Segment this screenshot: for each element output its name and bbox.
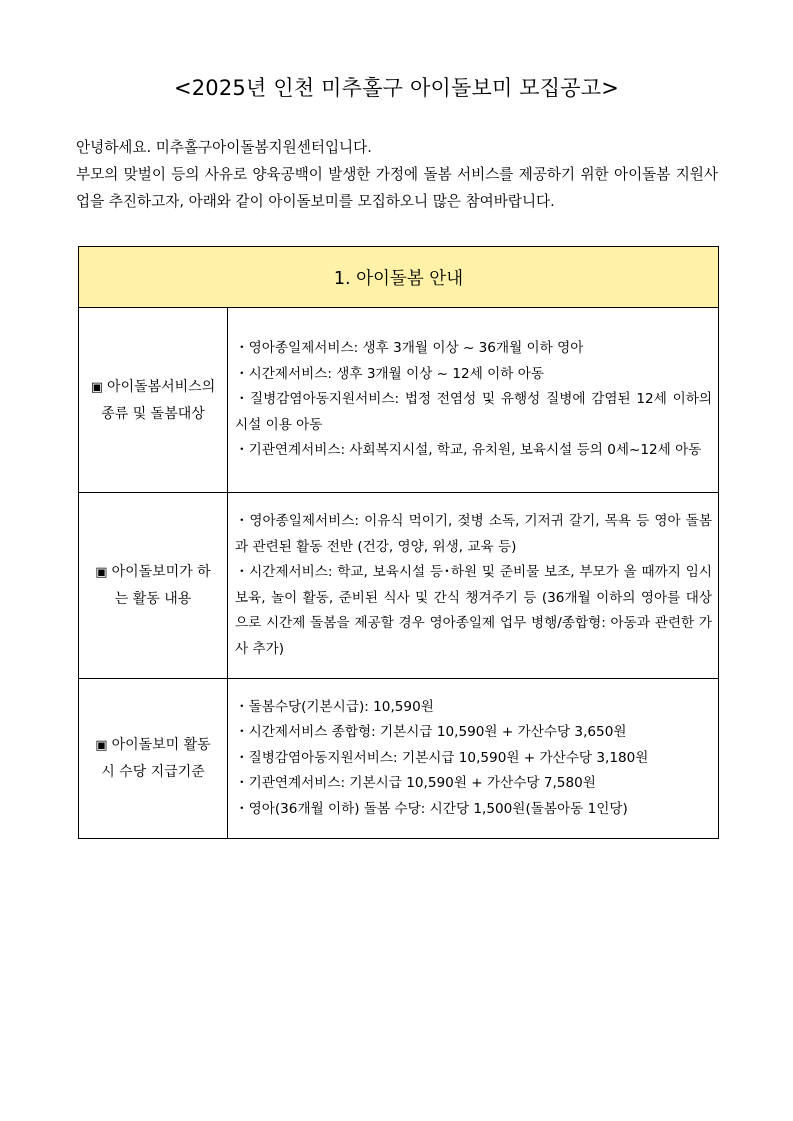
row-label bbox=[79, 679, 228, 839]
table-row bbox=[79, 679, 719, 839]
row-content bbox=[228, 493, 719, 679]
row-label bbox=[79, 493, 228, 679]
list-item: ・기관연계서비스: 기본시급 10,590원 + 가산수당 7,580원 bbox=[235, 775, 596, 792]
list-item: ・영아종일제서비스: 이유식 먹이기, 젖병 소독, 기저귀 갈기, 목욕 등 영아 돌봄과 관련된 활동 전반 (건강, 영양, 위생, 교육 등) bbox=[235, 513, 712, 555]
list-item: ・영아종일제서비스: 생후 3개월 이상 ~ 36개월 이하 영아 bbox=[235, 340, 584, 357]
row-label-line: 아이돌보미 활동 bbox=[111, 737, 211, 753]
intro-text bbox=[76, 134, 718, 215]
list-item: ・질병감염아동지원서비스: 법정 전염성 및 유행성 질병에 감염된 12세 이하의 시설 이용 아동 bbox=[235, 391, 712, 433]
row-label-line: 아이돌보미가 하 bbox=[111, 564, 211, 580]
table-row bbox=[79, 493, 719, 679]
table-row bbox=[79, 308, 719, 493]
row-label-line: 는 활동 내용 bbox=[114, 591, 192, 607]
info-table bbox=[78, 246, 719, 839]
row-label-line: 시 수당 지급기준 bbox=[101, 764, 205, 780]
page-title: <2025년 인천 미추홀구 아이돌보미 모집공고> bbox=[173, 76, 620, 100]
row-label-line: 아이돌봄서비스의 bbox=[107, 378, 216, 395]
square-bullet-icon: ▣ bbox=[95, 738, 108, 753]
section-heading: 1. 아이돌봄 안내 bbox=[79, 247, 719, 308]
intro-greeting: 안녕하세요. 미추홀구아이돌봄지원센터입니다. bbox=[76, 139, 372, 156]
list-item: ・영아(36개월 이하) 돌봄 수당: 시간당 1,500원(돌봄아동 1인당) bbox=[235, 800, 628, 817]
list-item: ・시간제서비스: 생후 3개월 이상 ~ 12세 이하 아동 bbox=[235, 365, 544, 382]
list-item: ・돌봄수당(기본시급): 10,590원 bbox=[235, 698, 434, 715]
row-label-line: 종류 및 돌봄대상 bbox=[101, 405, 205, 422]
row-content bbox=[228, 308, 719, 493]
row-content bbox=[228, 679, 719, 839]
list-item: ・시간제서비스: 학교, 보육시설 등･하원 및 준비물 보조, 부모가 올 때까지 임시보육, 놀이 활동, 준비된 식사 및 간식 챙겨주기 등 (36개월 이하의 영아를 대상으로 시간제 돌봄을 제공할 경우 영아종일제 업무 병행/종합형: 아동과 관련한 가사 추가) bbox=[235, 564, 712, 657]
list-item: ・기관연계서비스: 사회복지시설, 학교, 유치원, 보육시설 등의 0세~12세 아동 bbox=[235, 442, 702, 459]
square-bullet-icon: ▣ bbox=[90, 379, 104, 395]
list-item: ・시간제서비스 종합형: 기본시급 10,590원 + 가산수당 3,650원 bbox=[235, 724, 627, 741]
square-bullet-icon: ▣ bbox=[95, 565, 108, 580]
intro-description: 부모의 맞벌이 등의 사유로 양육공백이 발생한 가정에 돌봄 서비스를 제공하기 위한 아이돌봄 지원사업을 추진하고자, 아래와 같이 아이돌보미를 모집하오니 많은 참여바랍니다. bbox=[76, 166, 718, 210]
row-label bbox=[79, 308, 228, 493]
list-item: ・질병감염아동지원서비스: 기본시급 10,590원 + 가산수당 3,180원 bbox=[235, 749, 649, 766]
